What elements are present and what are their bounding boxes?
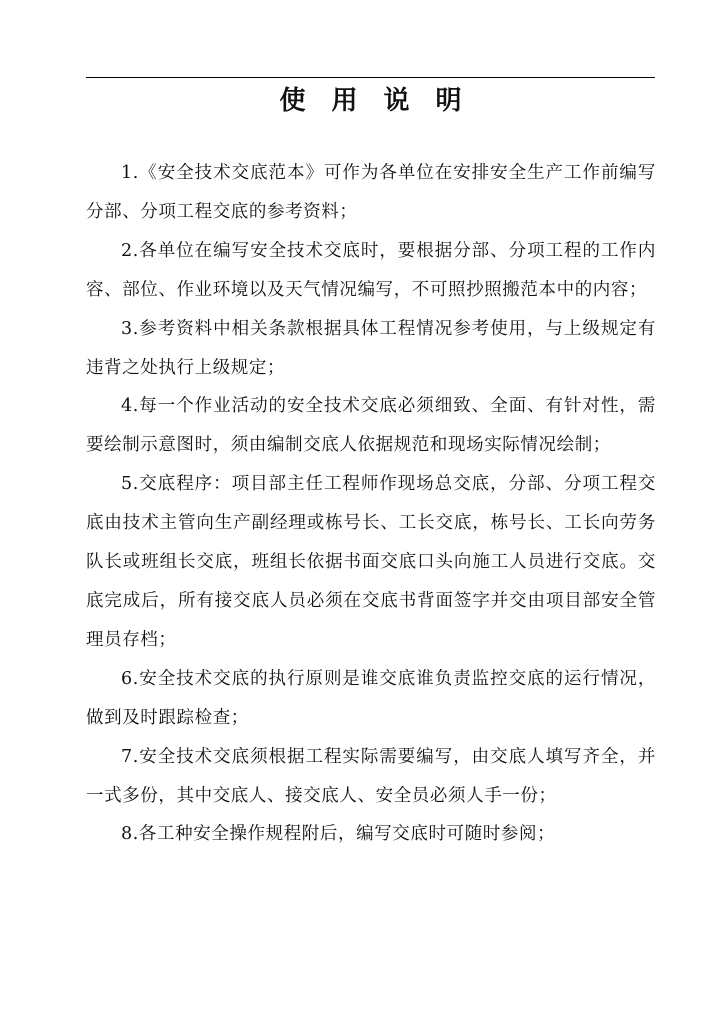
instruction-item-7: 7.安全技术交底须根据工程实际需要编写，由交底人填写齐全，并一式多份，其中交底人、接交底人、安全员必须人手一份；	[86, 746, 656, 806]
instruction-item-2: 2.各单位在编写安全技术交底时，要根据分部、分项工程的工作内容、部位、作业环境以及天气情况编写，不可照抄照搬范本中的内容；	[86, 240, 656, 300]
instruction-item-5: 5.交底程序：项目部主任工程师作现场总交底，分部、分项工程交底由技术主管向生产副经理或栋号长、工长交底，栋号长、工长向劳务队长或班组长交底，班组长依据书面交底口头向施工人员进行交底。交底完成后，所有接交底人员必须在交底书背面签字并交由项目部安全管理员存档；	[86, 474, 656, 650]
instruction-item-6: 6.安全技术交底的执行原则是谁交底谁负责监控交底的运行情况，做到及时跟踪检查；	[86, 668, 656, 728]
page-title: 使用说明	[279, 86, 488, 116]
instruction-item-3: 3.参考资料中相关条款根据具体工程情况参考使用，与上级规定有违背之处执行上级规定；	[86, 318, 656, 378]
instructions-body	[86, 154, 656, 854]
header-rule	[86, 77, 655, 78]
instruction-item-1: 1.《安全技术交底范本》可作为各单位在安排安全生产工作前编写分部、分项工程交底的参考资料；	[86, 163, 656, 222]
instruction-item-8: 8.各工种安全操作规程附后，编写交底时可随时参阅；	[121, 824, 556, 845]
instruction-item-4: 4.每一个作业活动的安全技术交底必须细致、全面、有针对性，需要绘制示意图时，须由编制交底人依据规范和现场实际情况绘制；	[86, 396, 656, 456]
